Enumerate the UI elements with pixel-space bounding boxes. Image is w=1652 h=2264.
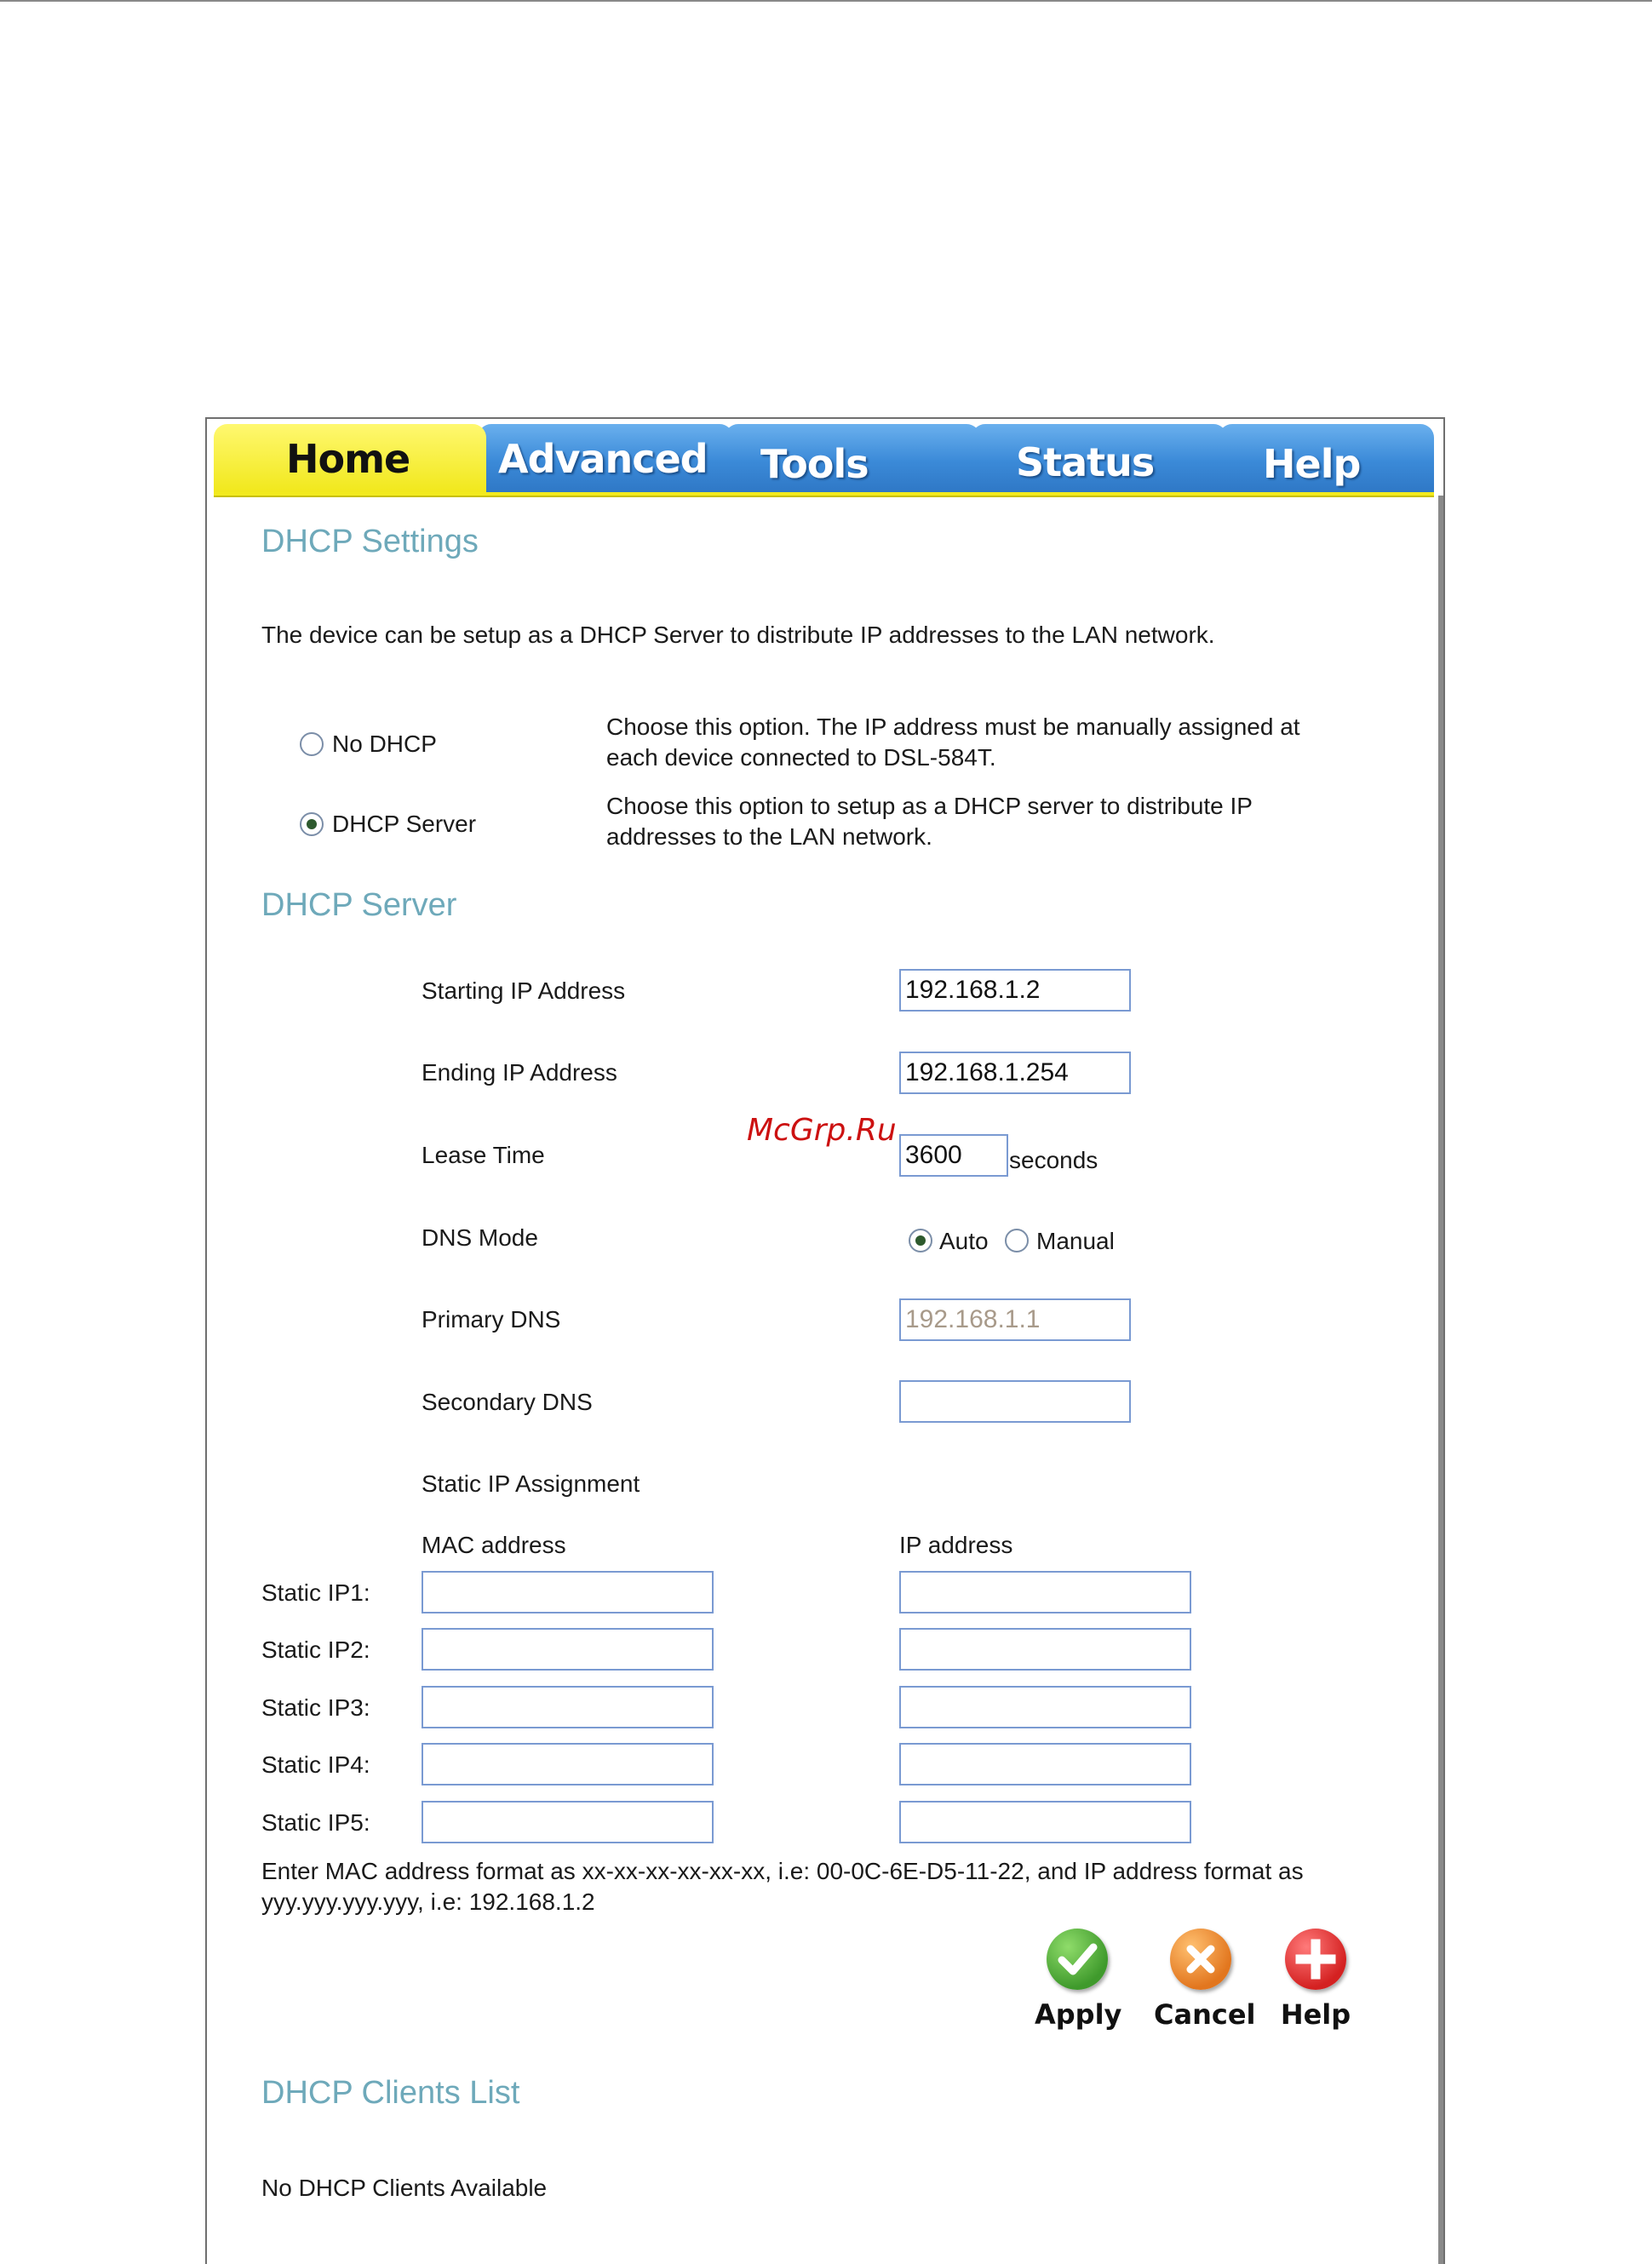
static-ip5-ip-input[interactable]: [899, 1801, 1191, 1843]
lease-time-unit: seconds: [1009, 1147, 1098, 1173]
router-config-panel: [205, 417, 1445, 2264]
no-clients-text: No DHCP Clients Available: [261, 2175, 548, 2201]
cancel-button[interactable]: [1154, 1929, 1256, 2031]
secondary-dns-label: Secondary DNS: [422, 1389, 593, 1415]
dhcp-settings-description: The device can be setup as a DHCP Server to distribute IP addresses to the LAN network.: [261, 622, 1215, 648]
starting-ip-input[interactable]: [899, 969, 1131, 1012]
dhcp-clients-list-title: DHCP Clients List: [261, 2075, 520, 2111]
static-ip3-ip-input[interactable]: [899, 1686, 1191, 1728]
static-ip2-label: Static IP2:: [261, 1636, 370, 1663]
dns-manual-label: Manual: [1036, 1228, 1115, 1254]
tab-status[interactable]: Status: [972, 424, 1227, 492]
dns-auto-radio[interactable]: [909, 1229, 932, 1252]
ending-ip-input[interactable]: [899, 1052, 1131, 1094]
dns-auto-label: Auto: [939, 1228, 989, 1254]
static-ip1-mac-input[interactable]: [422, 1571, 714, 1613]
help-label: Help: [1280, 1998, 1351, 2031]
dhcp-server-label: DHCP Server: [332, 811, 477, 837]
tab-home[interactable]: Home: [214, 424, 486, 492]
secondary-dns-input[interactable]: [899, 1380, 1131, 1423]
static-ip-assignment-label: Static IP Assignment: [422, 1470, 640, 1497]
dhcp-settings-title: DHCP Settings: [261, 524, 479, 559]
static-ip4-mac-input[interactable]: [422, 1743, 714, 1785]
static-ip3-label: Static IP3:: [261, 1694, 370, 1721]
static-ip1-ip-input[interactable]: [899, 1571, 1191, 1613]
static-ip5-label: Static IP5:: [261, 1809, 370, 1836]
mac-address-header: MAC address: [422, 1532, 566, 1558]
static-ip5-mac-input[interactable]: [422, 1801, 714, 1843]
ip-address-header: IP address: [899, 1532, 1013, 1558]
format-note-line2: yyy.yyy.yyy.yyy, i.e: 192.168.1.2: [261, 1889, 595, 1915]
format-note-line1: Enter MAC address format as xx-xx-xx-xx-xx-xx, i.e: 00-0C-6E-D5-11-22, and IP address format as: [261, 1858, 1304, 1884]
ending-ip-label: Ending IP Address: [422, 1059, 617, 1086]
static-ip2-ip-input[interactable]: [899, 1628, 1191, 1671]
page-top-rule: [0, 0, 1652, 2]
static-ip4-label: Static IP4:: [261, 1751, 370, 1778]
apply-icon: [1047, 1929, 1108, 1990]
help-button[interactable]: [1277, 1929, 1354, 2031]
dhcp-server-radio[interactable]: [300, 812, 324, 836]
no-dhcp-description-line2: each device connected to DSL-584T.: [606, 744, 996, 771]
dhcp-server-title: DHCP Server: [261, 887, 457, 923]
dhcp-server-description-line1: Choose this option to setup as a DHCP server to distribute IP: [606, 793, 1253, 819]
static-ip3-mac-input[interactable]: [422, 1686, 714, 1728]
main-tab-bar: [214, 424, 1434, 497]
tab-help[interactable]: Help: [1219, 424, 1434, 492]
panel-shadow: [1438, 496, 1443, 2264]
no-dhcp-description-line1: Choose this option. The IP address must be manually assigned at: [606, 714, 1300, 740]
lease-time-input[interactable]: [899, 1134, 1008, 1177]
apply-label: Apply: [1035, 1998, 1122, 2031]
dhcp-server-description-line2: addresses to the LAN network.: [606, 823, 932, 850]
tab-tools[interactable]: Tools: [725, 424, 980, 492]
static-ip1-label: Static IP1:: [261, 1579, 370, 1606]
cancel-label: Cancel: [1154, 1998, 1256, 2031]
no-dhcp-radio[interactable]: [300, 732, 324, 756]
starting-ip-label: Starting IP Address: [422, 977, 626, 1004]
dns-mode-label: DNS Mode: [422, 1224, 538, 1251]
no-dhcp-label: No DHCP: [332, 731, 437, 757]
cancel-icon: [1170, 1929, 1231, 1990]
tab-advanced[interactable]: Advanced: [478, 424, 733, 492]
static-ip4-ip-input[interactable]: [899, 1743, 1191, 1785]
dns-manual-radio[interactable]: [1005, 1229, 1029, 1252]
apply-button[interactable]: [1035, 1929, 1120, 2031]
watermark-text: McGrp.Ru: [747, 1113, 897, 1148]
help-icon: [1285, 1929, 1346, 1990]
static-ip2-mac-input[interactable]: [422, 1628, 714, 1671]
lease-time-label: Lease Time: [422, 1142, 545, 1168]
primary-dns-input[interactable]: [899, 1298, 1131, 1341]
primary-dns-label: Primary DNS: [422, 1306, 561, 1333]
